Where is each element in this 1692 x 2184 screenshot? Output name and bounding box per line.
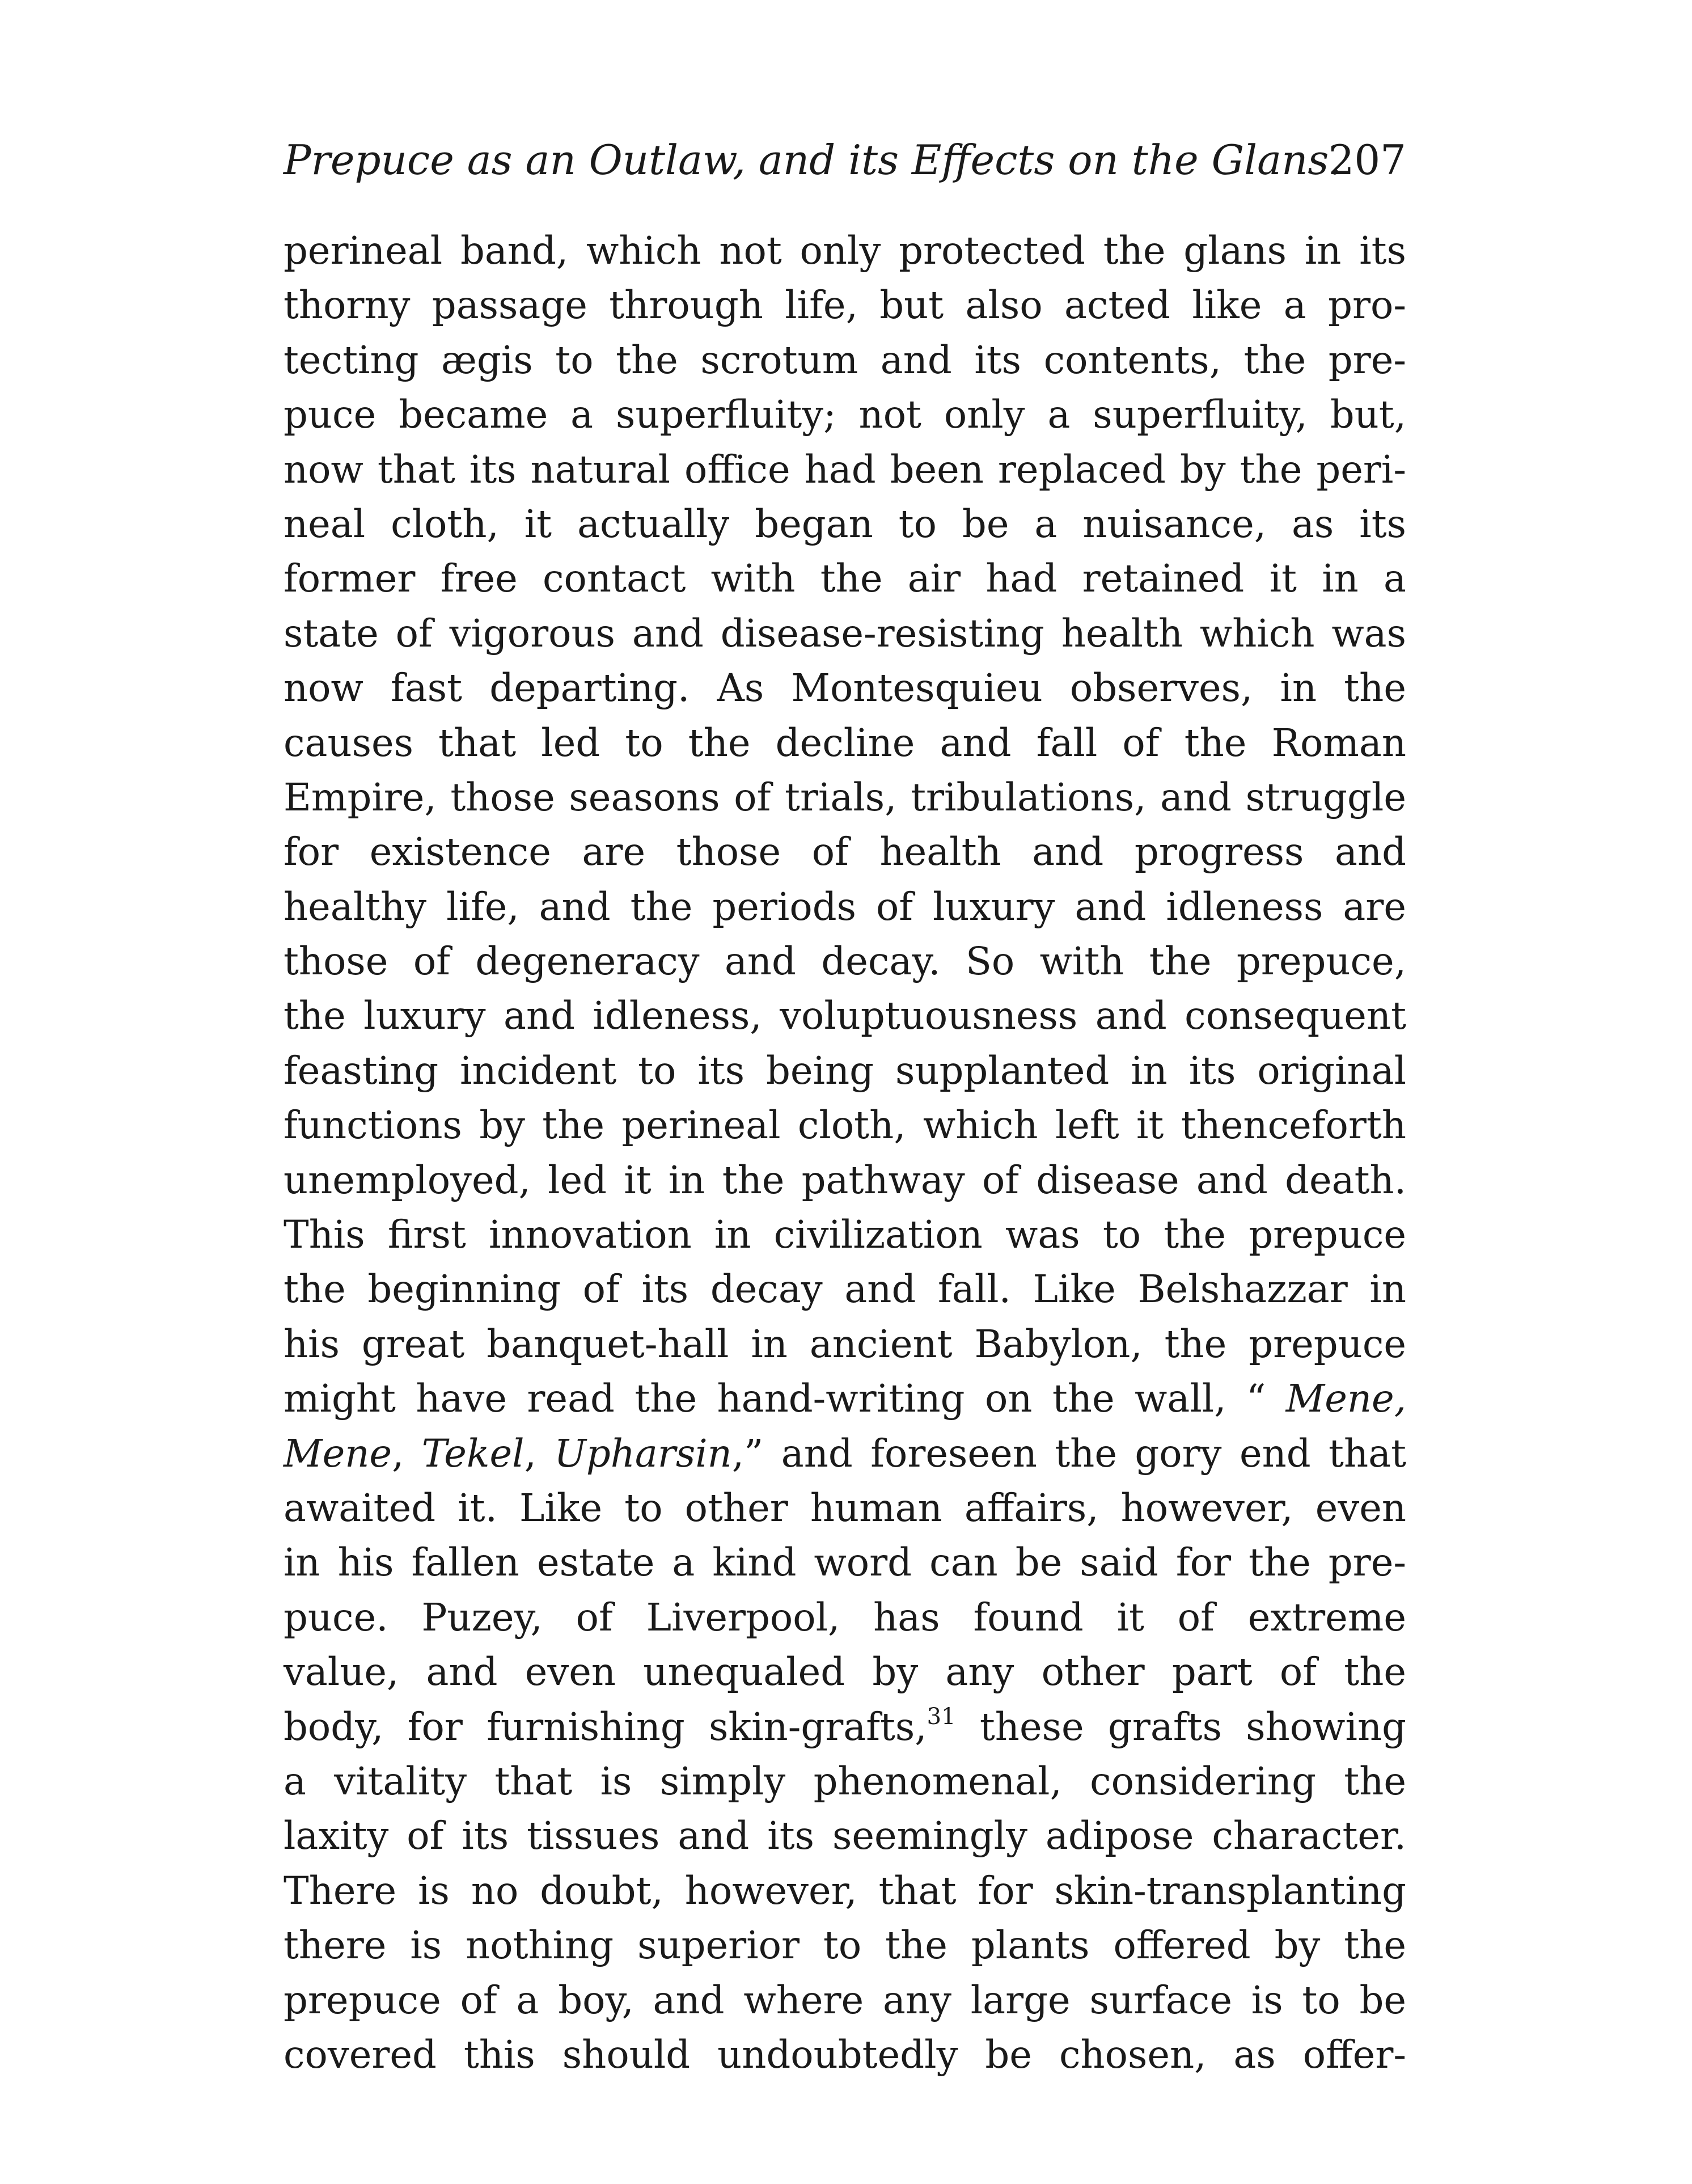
text-line: for existence are those of health and progress and [284,830,1406,875]
text-line: perineal band, which not only protected the glans in its [284,229,1406,273]
text-line: a vitality that is simply phenomenal, considering the [284,1759,1406,1803]
text-line: neal cloth, it actually began to be a nuisance, as its [284,501,1406,546]
line-text: body, for furnishing skin-grafts, [284,1704,927,1749]
text-line-quotation-end [284,1426,1406,1481]
text-line: his great banquet-hall in ancient Babylon, the prepuce [284,1321,1406,1366]
text-line: value, and even unequaled by any other part of the [284,1650,1406,1695]
text-line: This first innovation in civilization was to the prepuce [284,1213,1406,1257]
text-line: now that its natural office had been replaced by the peri- [284,447,1406,492]
text-line: unemployed, led it in the pathway of disease and death. [284,1158,1406,1202]
text-line: functions by the perineal cloth, which left it thenceforth [284,1103,1406,1148]
text-line: state of vigorous and disease-resisting health which was [284,611,1406,656]
running-title: Prepuce as an Outlaw, and its Effects on the Glans. [284,136,1342,184]
italic-quote-word: Mene [284,1431,392,1476]
text-line: puce became a superfluity; not only a superfluity, but, [284,392,1406,437]
text-line: Empire, those seasons of trials, tribulations, and struggle [284,775,1406,819]
text-line: prepuce of a boy, and where any large surface is to be [284,1978,1406,2022]
text-line: awaited it. Like to other human affairs, however, even [284,1485,1406,1530]
text-line: there is nothing superior to the plants offered by the [284,1923,1406,1968]
text-line: thorny passage through life, but also acted like a pro- [284,283,1406,328]
text-line: laxity of its tissues and its seemingly adipose character. [284,1814,1406,1858]
text-line: There is no doubt, however, that for skin-transplanting [284,1868,1406,1913]
text-line: tecting ægis to the scrotum and its contents, the pre- [284,337,1406,382]
italic-quote-word: Tekel [421,1431,524,1476]
body-text [284,223,1406,2082]
separator: , [524,1431,555,1476]
line-text: these grafts showing [955,1704,1406,1749]
running-head [284,132,1406,188]
page-number: 207 [1328,136,1406,184]
footnote-reference: 31 [927,1703,956,1730]
text-line-quotation-start [284,1371,1406,1426]
text-line: feasting incident to its being supplanted in its original [284,1048,1406,1093]
text-line: former free contact with the air had retained it in a [284,556,1406,601]
text-line: causes that led to the decline and fall of the Roman [284,720,1406,765]
text-line: the beginning of its decay and fall. Like Belshazzar in [284,1267,1406,1312]
line-text: might have read the hand-writing on the wall, “ [284,1376,1286,1421]
separator: , [392,1431,422,1476]
text-line: healthy life, and the periods of luxury and idleness are [284,884,1406,929]
text-line: those of degeneracy and decay. So with the prepuce, [284,939,1406,984]
line-text: ,” and foreseen the gory end that [731,1431,1406,1476]
text-line-with-footnote [284,1700,1406,1754]
text-line: in his fallen estate a kind word can be said for the pre- [284,1540,1406,1585]
text-line: covered this should undoubtedly be chosen, as offer- [284,2032,1406,2077]
italic-quote-word: Upharsin [554,1431,732,1476]
italic-quote-word: Mene, [1285,1376,1406,1421]
text-line: now fast departing. As Montesquieu observes, in the [284,666,1406,711]
text-line: puce. Puzey, of Liverpool, has found it of extreme [284,1595,1406,1640]
text-line: the luxury and idleness, voluptuousness and consequent [284,994,1406,1038]
